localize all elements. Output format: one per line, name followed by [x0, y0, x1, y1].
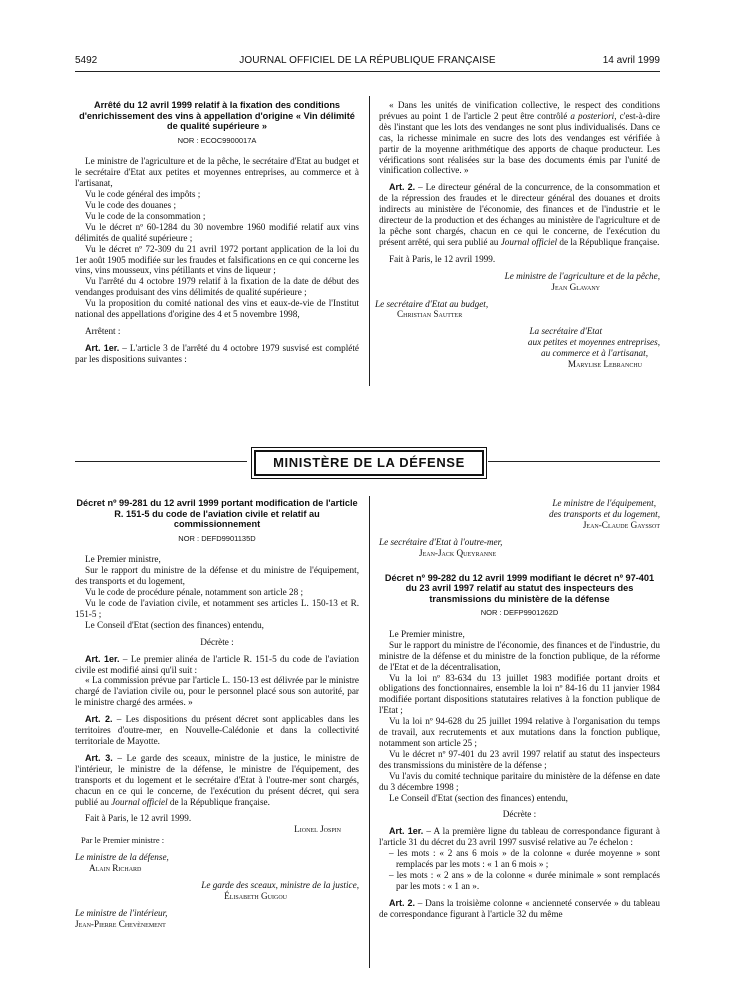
article-text: – L'article 3 de l'arrêté du 4 octobre 1979 susvisé est complété par les dispositions suivantes : [75, 342, 359, 364]
arrete-visa: Vu le décret nº 60-1284 du 30 novembre 1960 modifié relatif aux vins délimités de qualité supérieure ; [75, 221, 359, 243]
decret-282-nor: NOR : DEFP9901262D [480, 608, 559, 618]
signature-role: Le ministre de l'équipement, [552, 498, 656, 508]
arrete-visa: Vu le décret nº 72-309 du 21 avril 1972 portant application de la loi du 1er août 1905 modifiée sur les fraudes et falsifications en ce qui concerne les vins, vins mousseux, vins pétillants et vins de liqueur ; [75, 243, 359, 276]
arrete-visa: Vu le code général des impôts ; [85, 189, 201, 200]
article-text: – Le premier alinéa de l'article R. 151-5 du code de l'aviation civile est modifié ainsi qu'il suit : [75, 653, 359, 675]
decret-281-decrete: Décrète : [200, 636, 234, 647]
list-item: – les mots : « 2 ans » de la colonne « durée minimale » sont remplacés par les mots : « 1 an ». [389, 869, 660, 891]
decret-281-article-3 [75, 753, 359, 808]
page-number: 5492 [75, 55, 98, 66]
decret-281-title: Décret nº 99-281 du 12 avril 1999 portant modification de l'article R. 151-5 du code de l'aviation civile et relatif au commissionnement [76, 498, 358, 529]
quote-italic: a posteriori [570, 110, 615, 121]
signature-name: Jean-Claude Gayssot [582, 519, 660, 530]
signature-name: Christian Sautter [397, 309, 463, 320]
quote-text: , c'est-à-dire dès l'instant que les lots des vendanges ne sont plus individualisés. Dans ce cas, la richesse minimale en sucre des lots des vendanges est vérifiée à partir de la moyenne arithmétique des apports de chaque producteur. Les vérifications sont réalisées sur la base des documents émis par l'unité de vinification collective. » [379, 110, 661, 176]
arrete-intro: Le ministre de l'agriculture et de la pêche, le secrétaire d'Etat au budget et le secrétaire d'Etat aux petites et moyennes entreprises, au commerce et à l'artisanat, [75, 156, 359, 189]
decret-282-visa: Le Conseil d'Etat (section des finances) entendu, [389, 792, 568, 803]
signature-role: au commerce et à l'artisanat, [540, 348, 648, 359]
article-text: – Les dispositions du présent décret sont applicables dans les territoires d'outre-mer, en Nouvelle-Calédonie et dans la collectivité territoriale de Mayotte. [75, 714, 359, 746]
decret-281-intro: Le Premier ministre, [85, 554, 161, 565]
arrete-article-2 [379, 182, 660, 247]
signature-name: Marylise Lebranchu [567, 359, 642, 370]
arrete-right-column [375, 100, 661, 370]
page-header [75, 55, 660, 71]
decret-282-title: Décret nº 99-282 du 12 avril 1999 modifiant le décret nº 97-401 du 23 avril 1997 relatif au statut des inspecteurs des transmissions du ministère de la défense [384, 572, 655, 604]
article-text: – A la première ligne du tableau de correspondance figurant à l'article 31 du décret du 23 avril 1997 susvisé relative au 7e échelon : [379, 826, 660, 848]
article-label: Art. 1er. [389, 826, 424, 837]
journal-title: JOURNAL OFFICIEL DE LA RÉPUBLIQUE FRANÇAISE [239, 55, 496, 66]
decret-282-visa: Sur le rapport du ministre de l'économie, des finances et de l'industrie, du ministre de la défense et du ministre de la fonction publique, de la réforme de l'Etat et de la décentralisation, [379, 639, 660, 672]
signature-name: Alain Richard [89, 863, 142, 874]
signature-role: Le ministre de la défense, [75, 852, 169, 863]
decret-281-fait: Fait à Paris, le 12 avril 1999. [85, 813, 192, 824]
header-rule [75, 71, 660, 72]
arrete-title: Arrêté du 12 avril 1999 relatif à la fixation des conditions d'enrichissement des vins à appellation d'origine « Vin délimité de qualité supérieure » [79, 100, 355, 131]
section-banner: MINISTÈRE DE LA DÉFENSE [254, 450, 484, 476]
journal-officiel-ref: Journal officiel [111, 796, 168, 807]
arrete-visa: Vu le code des douanes ; [85, 200, 177, 211]
signature-role: aux petites et moyennes entreprises, [527, 337, 660, 348]
decret-282-visa: Vu le décret nº 97-401 du 23 avril 1997 relatif au statut des inspecteurs des transmissions du ministère de la défense ; [379, 748, 660, 770]
signature-role: des transports et du logement, [548, 508, 660, 519]
decret-281-visa: Sur le rapport du ministre de la défense et du ministre de l'équipement, des transports et du logement, [75, 565, 359, 587]
decret-281-visa: Vu le code de procédure pénale, notamment son article 28 ; [85, 587, 304, 598]
signature-role: Le ministre de l'agriculture et de la pêche, [504, 270, 660, 281]
article-text: de la République française. [167, 796, 270, 807]
signature-role: Le secrétaire d'Etat au budget, [375, 298, 489, 309]
article-text: – Le garde des sceaux, ministre de la justice, le ministre de l'intérieur, le ministre de la défense, le ministre de l'équipement, des transports et du logement et le secrétaire d'Etat à l'outre-mer sont chargés, chacun en ce qui le concerne, de l'exécution du présent décret, qui sera publié au [75, 752, 359, 807]
article-label: Art. 2. [85, 714, 113, 725]
article-text: de la République française. [557, 236, 660, 247]
arrete-article-1 [75, 343, 359, 365]
journal-officiel-ref: Journal officiel [500, 236, 558, 247]
article-label: Art. 3. [85, 752, 113, 763]
decret-282-article-1 [379, 826, 660, 848]
decret-281-article-1 [75, 654, 359, 676]
arrete-visa: Vu la proposition du comité national des vins et eaux-de-vie de l'Institut national des appellations d'origine des 4 et 5 novembre 1998, [75, 298, 359, 320]
decret-281-visa: Vu le code de l'aviation civile, et notamment ses articles L. 150-13 et R. 151-5 ; [75, 598, 359, 619]
issue-date: 14 avril 1999 [602, 55, 660, 66]
article-text: – Le directeur général de la concurrence, de la consommation et de la répression des fraudes et le directeur général des douanes et droits indirects au ministère de l'économie, des finances et de l'industrie et le directeur de la production et des échanges au ministère de l'agriculture et de la pêche sont chargés, chacun en ce qui le concerne, de l'exécution du présent arrêté, qui sera publié au [379, 182, 660, 247]
decret-282-decrete: Décrète : [502, 809, 537, 820]
arrete-visa: Vu l'arrêté du 4 octobre 1979 relatif à la fixation de la date de début des vendanges produisant des vins délimités de qualité supérieure ; [75, 276, 359, 298]
list-item: – les mots : « 2 ans 6 mois » de la colonne « durée moyenne » sont remplacés par les mots : « 1 an 6 mois » ; [389, 848, 660, 870]
signature-role: Le ministre de l'intérieur, [75, 907, 168, 918]
arrete-visa: Vu le code de la consommation ; [85, 210, 206, 221]
signature-role: La secrétaire d'Etat [529, 326, 602, 337]
decret-282-article-2 [379, 898, 660, 920]
decret-282-visa: Vu la loi nº 94-628 du 25 juillet 1994 relative à l'organisation du temps de travail, aux recrutements et aux mutations dans la fonction publique, notamment son article 25 ; [379, 716, 660, 748]
signature-role: Le garde des sceaux, ministre de la justice, [201, 879, 359, 890]
decret-281-column [75, 498, 359, 930]
decret-281-nor: NOR : DEFD9901135D [178, 533, 256, 543]
arrete-fait: Fait à Paris, le 12 avril 1999. [389, 253, 496, 264]
par-premier-ministre: Par le Premier ministre : [81, 835, 165, 846]
signature-name: Élisabeth Guigou [224, 890, 287, 901]
column-divider-top [369, 96, 370, 386]
decret-282-visa: Vu l'avis du comité technique paritaire du ministère de la défense en date du 3 décembre 1998 ; [379, 770, 660, 792]
signature-name: Lionel Jospin [294, 824, 341, 835]
article-label: Art. 1er. [85, 653, 120, 664]
decret-282-visa: Vu la loi nº 83-634 du 13 juillet 1983 modifiée portant droits et obligations des fonctionnaires, ensemble la loi nº 84-16 du 11 janvier 1984 modifiée portant dispositions statutaires relatives à la fonction publique de l'Etat ; [379, 672, 660, 716]
arrete-arretent: Arrêtent : [85, 326, 121, 336]
quote-text: « Dans les unités de vinification collective, le respect des conditions prévues au point 1 de l'article 2 peut être contrôlé [379, 100, 660, 121]
banner-rule-left [75, 461, 247, 462]
article-text: – Dans la troisième colonne « ancienneté conservée » du tableau de correspondance figurant à l'article 32 du même [379, 897, 660, 919]
article-label: Art. 2. [389, 897, 415, 908]
decret-282-column [379, 498, 660, 920]
arrete-left-column [75, 100, 359, 365]
signature-role: Le secrétaire d'Etat à l'outre-mer, [379, 536, 503, 547]
decret-281-article-2 [75, 714, 359, 747]
banner-rule-right [488, 461, 660, 462]
signature-name: Jean-Pierre Chevènement [75, 918, 166, 929]
signature-name: Jean Glavany [551, 281, 600, 292]
decret-282-intro: Le Premier ministre, [389, 628, 465, 639]
decret-281-quote: « La commission prévue par l'article L. 150-13 est délivrée par le ministre chargé de l'aviation civile ou, pour le personnel placé sous son autorité, par le ministre chargé des armées. » [75, 675, 359, 708]
article-label: Art. 1er. [85, 342, 120, 353]
arrete-nor: NOR : ECOC9900017A [177, 135, 257, 145]
arrete-quote [379, 100, 660, 176]
article-label: Art. 2. [389, 182, 416, 193]
decret-281-visa: Le Conseil d'Etat (section des finances) entendu, [85, 619, 264, 630]
decret-282-amendments [379, 848, 660, 892]
column-divider-bottom [369, 496, 370, 968]
signature-name: Jean-Jack Queyranne [419, 547, 497, 558]
